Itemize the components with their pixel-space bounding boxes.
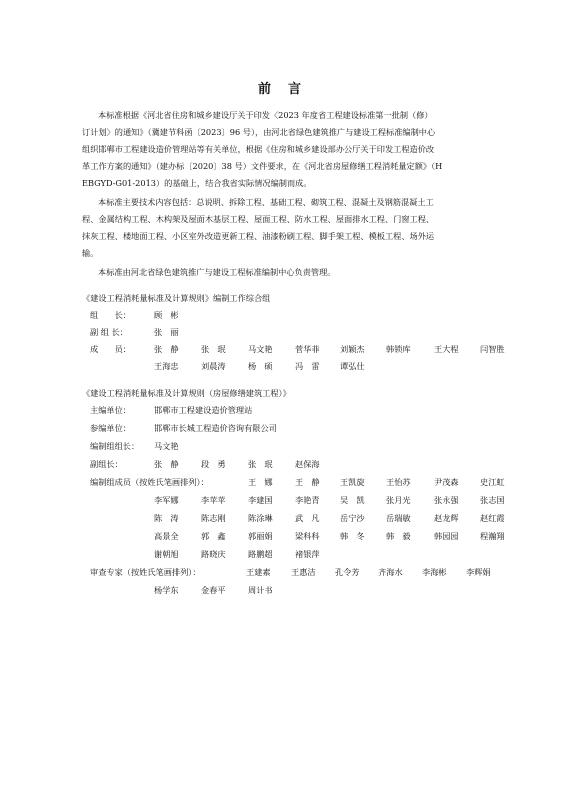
member-name: 吴 凯 xyxy=(340,495,365,505)
reviewer-name: 齐海水 xyxy=(378,567,403,577)
member-name: 马文艳 xyxy=(248,344,273,354)
reviewer-name: 杨学东 xyxy=(154,585,179,595)
participating-unit-label: 参编单位： xyxy=(90,423,131,433)
reviewers-label: 审查专家（按姓氏笔画排列）： xyxy=(90,567,201,577)
page-title: 前 言 xyxy=(258,82,304,97)
member-name: 陈志刚 xyxy=(201,513,226,523)
reviewer-name: 周计书 xyxy=(248,585,273,595)
intro-line: 革工作方案的通知》（建办标〔2020〕38 号）文件要求，在《河北省房屋修缮工程消耗量定额》（H xyxy=(82,161,443,171)
responsibility-line: 本标准由河北省绿色建筑推广与建设工程标准编制中心负责管理。 xyxy=(98,267,336,277)
member-name: 王大程 xyxy=(434,344,459,354)
deputy-name: 张 静 xyxy=(154,459,179,469)
member-name: 梁科科 xyxy=(295,531,320,541)
intro-line: 组织邯郸市工程建设造价管理站等有关单位，根据《住房和城乡建设部办公厅关于印发工程造价改 xyxy=(82,144,435,154)
intro-line: EBGYD-G01-2013）的基础上，结合我省实际情况编制而成。 xyxy=(82,178,312,188)
group2-members-label: 编制组成员（按姓氏笔画排列）： xyxy=(90,477,209,487)
member-name: 闫智胜 xyxy=(480,344,505,354)
deputy-name: 张 珉 xyxy=(248,459,273,469)
member-name: 张志国 xyxy=(480,495,505,505)
member-name: 冯 雷 xyxy=(295,361,320,371)
group1-deputy: 张 丽 xyxy=(154,327,179,337)
member-name: 杨 硕 xyxy=(248,361,273,371)
group1-members-label: 成 员： xyxy=(90,344,131,354)
member-name: 谭弘仕 xyxy=(340,361,365,371)
member-name: 高景全 xyxy=(154,531,179,541)
member-name: 刘晨涛 xyxy=(201,361,226,371)
content-line: 本标准主要技术内容包括：总说明、拆除工程、基础工程、砌筑工程、混凝土及钢筋混凝土工 xyxy=(98,197,434,207)
member-name: 张月光 xyxy=(386,495,411,505)
group1-leader-label: 组 长： xyxy=(90,310,131,320)
group2-heading: 《建设工程消耗量标准及计算规则（房屋修缮建筑工程）》 xyxy=(82,388,291,398)
member-name: 陈涂琳 xyxy=(248,513,273,523)
member-name: 李艳青 xyxy=(295,495,320,505)
deputy-name: 赵保海 xyxy=(295,459,320,469)
group1-deputy-label: 副 组 长： xyxy=(90,327,128,337)
group1-leader: 顾 彬 xyxy=(154,310,179,320)
participating-unit: 邯郸市长城工程造价咨询有限公司 xyxy=(154,423,277,433)
member-name: 张 珉 xyxy=(201,344,226,354)
member-name: 韩园园 xyxy=(434,531,459,541)
member-name: 李军娜 xyxy=(154,495,179,505)
intro-line: 订计划〉的通知》（冀建节科函〔2023〕96 号），由河北省绿色建筑推广与建设工程标准编制中心 xyxy=(82,127,436,137)
member-name: 李苹苹 xyxy=(201,495,226,505)
member-name: 郭丽娟 xyxy=(248,531,273,541)
member-name: 王凯旋 xyxy=(340,477,365,487)
member-name: 赵龙辉 xyxy=(434,513,459,523)
member-name: 路鹏超 xyxy=(248,549,273,559)
member-name: 岳瑞敏 xyxy=(386,513,411,523)
member-name: 谢朝旭 xyxy=(154,549,179,559)
member-name: 郭 鑫 xyxy=(201,531,226,541)
member-name: 赵红霞 xyxy=(480,513,505,523)
member-name: 韩 毅 xyxy=(386,531,411,541)
member-name: 程瀚翔 xyxy=(480,531,505,541)
reviewer-name: 金春平 xyxy=(201,585,226,595)
member-name: 武 凡 xyxy=(295,513,320,523)
intro-line: 本标准根据《河北省住房和城乡建设厅关于印发〈2023 年度省工程建设标准第一批制（修） xyxy=(98,110,433,120)
chief-unit: 邯郸市工程建设造价管理站 xyxy=(154,405,253,415)
reviewer-name: 王建素 xyxy=(246,567,271,577)
member-name: 韩锁库 xyxy=(386,344,411,354)
group1-heading: 《建设工程消耗量标准及计算规则》编制工作综合组 xyxy=(82,293,271,303)
member-name: 路晓庆 xyxy=(201,549,226,559)
member-name: 王 静 xyxy=(295,477,320,487)
member-name: 刘颖杰 xyxy=(340,344,365,354)
member-name: 李建国 xyxy=(248,495,273,505)
member-name: 尹茂森 xyxy=(434,477,459,487)
member-name: 褚银萍 xyxy=(295,549,320,559)
member-name: 王海忠 xyxy=(154,361,179,371)
member-name: 张永强 xyxy=(434,495,459,505)
member-name: 史江虹 xyxy=(480,477,505,487)
reviewer-name: 孔令芳 xyxy=(335,567,360,577)
group2-deputy-label: 副组长： xyxy=(90,459,123,469)
reviewer-name: 李辉娟 xyxy=(466,567,491,577)
member-name: 陈 涛 xyxy=(154,513,179,523)
content-line: 程、金属结构工程、木构架及屋面木基层工程、屋面工程、防水工程、屋面排水工程、门窗工程、 xyxy=(82,214,435,224)
reviewer-name: 王惠洁 xyxy=(291,567,316,577)
member-name: 张 静 xyxy=(154,344,179,354)
content-line: 抹灰工程、楼地面工程、小区室外改造更新工程、油漆粉刷工程、脚手架工程、模板工程、场外运 xyxy=(82,231,435,241)
member-name: 王 娜 xyxy=(248,477,273,487)
group2-leader: 马文艳 xyxy=(154,441,179,451)
member-name: 岳宁沙 xyxy=(340,513,365,523)
member-name: 王怡苏 xyxy=(386,477,411,487)
content-line: 输。 xyxy=(82,248,99,258)
chief-unit-label: 主编单位： xyxy=(90,405,131,415)
reviewer-name: 李海彬 xyxy=(422,567,447,577)
group2-leader-label: 编制组组长： xyxy=(90,441,140,451)
member-name: 菅华菲 xyxy=(295,344,320,354)
deputy-name: 段 勇 xyxy=(201,459,226,469)
member-name: 韩 冬 xyxy=(340,531,365,541)
